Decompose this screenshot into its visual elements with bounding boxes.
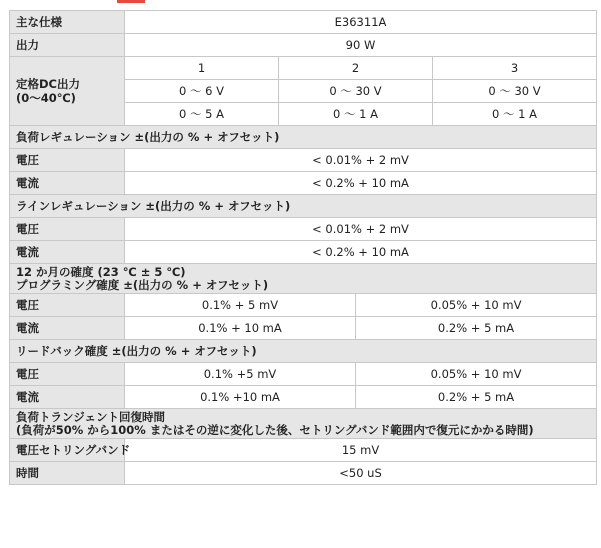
spec-table xyxy=(9,10,597,485)
prog-acc-voltage-value-1: 0.1% + 5 mV xyxy=(125,294,356,317)
rated-dc-label xyxy=(10,57,125,126)
settling-band-label: 電圧セトリングバンド xyxy=(10,439,125,462)
channel-2-header: 2 xyxy=(279,57,433,80)
line-regulation-current-row xyxy=(10,241,597,264)
rated-current-ch2: 0 ～ 1 A xyxy=(279,103,433,126)
transient-time-label: 時間 xyxy=(10,462,125,485)
load-regulation-voltage-row xyxy=(10,149,597,172)
programming-accuracy-current-row xyxy=(10,317,597,340)
readback-voltage-value-2: 0.05% + 10 mV xyxy=(356,363,597,386)
programming-accuracy-section-row xyxy=(10,264,597,294)
readback-accuracy-title: リードバック確度 ±(出力の % + オフセット) xyxy=(10,340,597,363)
load-reg-current-value: < 0.2% + 10 mA xyxy=(125,172,597,195)
readback-current-value-2: 0.2% + 5 mA xyxy=(356,386,597,409)
channel-1-header: 1 xyxy=(125,57,279,80)
line-reg-voltage-label: 電圧 xyxy=(10,218,125,241)
programming-accuracy-title-line2: プログラミング確度 ±(出力の % + オフセット) xyxy=(16,277,269,292)
transient-section-row xyxy=(10,409,597,439)
transient-time-value: <50 uS xyxy=(125,462,597,485)
channel-3-header: 3 xyxy=(433,57,597,80)
line-reg-current-label: 電流 xyxy=(10,241,125,264)
prog-acc-voltage-label: 電圧 xyxy=(10,294,125,317)
rated-dc-label-line2: (0～40℃) xyxy=(16,91,76,105)
load-regulation-current-row xyxy=(10,172,597,195)
model-number: E36311A xyxy=(125,11,597,34)
transient-title xyxy=(10,409,597,439)
line-reg-current-value: < 0.2% + 10 mA xyxy=(125,241,597,264)
readback-voltage-label: 電圧 xyxy=(10,363,125,386)
rated-current-ch3: 0 ～ 1 A xyxy=(433,103,597,126)
header-accent-mark xyxy=(117,0,145,3)
line-reg-voltage-value: < 0.01% + 2 mV xyxy=(125,218,597,241)
readback-accuracy-section-row xyxy=(10,340,597,363)
rated-dc-channel-row xyxy=(10,57,597,80)
rated-voltage-ch3: 0 ～ 30 V xyxy=(433,80,597,103)
transient-title-line2: (負荷が50% から100% またはその逆に変化した後、セトリングバンド範囲内で復元にかかる時間) xyxy=(16,422,534,437)
rated-voltage-ch1: 0 ～ 6 V xyxy=(125,80,279,103)
prog-acc-current-value-1: 0.1% + 10 mA xyxy=(125,317,356,340)
programming-accuracy-voltage-row xyxy=(10,294,597,317)
output-value: 90 W xyxy=(125,34,597,57)
rated-current-ch1: 0 ～ 5 A xyxy=(125,103,279,126)
programming-accuracy-title-line1: 12 か月の確度 (23 ℃ ± 5 ℃) xyxy=(16,264,186,279)
transient-title-line1: 負荷トランジェント回復時間 xyxy=(16,409,165,424)
header-label: 主な仕様 xyxy=(10,11,125,34)
readback-current-label: 電流 xyxy=(10,386,125,409)
output-label: 出力 xyxy=(10,34,125,57)
load-reg-voltage-value: < 0.01% + 2 mV xyxy=(125,149,597,172)
rated-voltage-ch2: 0 ～ 30 V xyxy=(279,80,433,103)
prog-acc-voltage-value-2: 0.05% + 10 mV xyxy=(356,294,597,317)
prog-acc-current-value-2: 0.2% + 5 mA xyxy=(356,317,597,340)
rated-dc-label-line1: 定格DC出力 xyxy=(16,77,80,91)
readback-current-value-1: 0.1% +10 mA xyxy=(125,386,356,409)
line-regulation-title: ラインレギュレーション ±(出力の % + オフセット) xyxy=(10,195,597,218)
load-regulation-title: 負荷レギュレーション ±(出力の % + オフセット) xyxy=(10,126,597,149)
settling-band-value: 15 mV xyxy=(125,439,597,462)
readback-voltage-value-1: 0.1% +5 mV xyxy=(125,363,356,386)
load-reg-voltage-label: 電圧 xyxy=(10,149,125,172)
readback-accuracy-voltage-row xyxy=(10,363,597,386)
output-row xyxy=(10,34,597,57)
line-regulation-voltage-row xyxy=(10,218,597,241)
header-row xyxy=(10,11,597,34)
load-regulation-section-row xyxy=(10,126,597,149)
load-reg-current-label: 電流 xyxy=(10,172,125,195)
readback-accuracy-current-row xyxy=(10,386,597,409)
transient-time-row xyxy=(10,462,597,485)
line-regulation-section-row xyxy=(10,195,597,218)
prog-acc-current-label: 電流 xyxy=(10,317,125,340)
transient-settling-band-row xyxy=(10,439,597,462)
programming-accuracy-title xyxy=(10,264,597,294)
